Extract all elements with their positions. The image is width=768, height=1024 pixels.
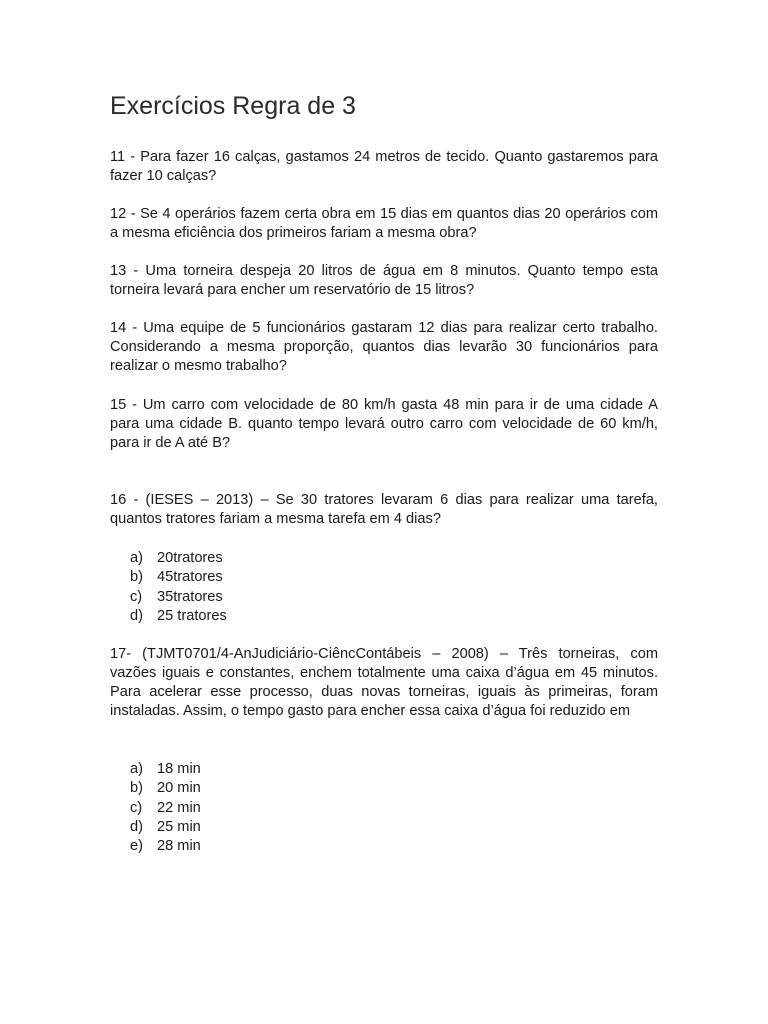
option-letter: c)	[130, 588, 143, 605]
question-12: 12 - Se 4 operários fazem certa obra em 15 dias em quantos dias 20 operários com a mesma eficiência dos primeiros fariam a mesma obra?	[110, 206, 658, 241]
question-17-options	[130, 760, 201, 856]
option-letter: b)	[130, 780, 143, 797]
option-letter: a)	[130, 761, 143, 777]
option-letter: a)	[130, 550, 143, 566]
option-item	[130, 779, 201, 798]
option-item	[130, 549, 227, 568]
option-item	[130, 568, 227, 587]
page-title: Exercícios Regra de 3	[110, 92, 356, 120]
option-letter: b)	[130, 569, 143, 586]
option-text: 25 tratores	[157, 607, 227, 624]
question-13: 13 - Uma torneira despeja 20 litros de água em 8 minutos. Quanto tempo esta torneira levará para encher um reservatório de 15 litros?	[110, 263, 658, 298]
option-letter: c)	[130, 799, 143, 816]
option-item	[130, 799, 201, 818]
question-11: 11 - Para fazer 16 calças, gastamos 24 metros de tecido. Quanto gastaremos para fazer 10 calças?	[110, 149, 658, 184]
option-text: 28 min	[157, 838, 201, 855]
option-item	[130, 760, 201, 779]
option-text: 20tratores	[157, 550, 223, 566]
option-item	[130, 588, 227, 607]
question-15: 15 - Um carro com velocidade de 80 km/h gasta 48 min para ir de uma cidade A para uma cidade B. quanto tempo levará outro carro com velocidade de 60 km/h, para ir de A até B?	[110, 397, 658, 451]
option-letter: d)	[130, 607, 143, 624]
option-item	[130, 837, 201, 856]
question-16-options	[130, 549, 227, 626]
question-16: 16 - (IESES – 2013) – Se 30 tratores levaram 6 dias para realizar uma tarefa, quantos tratores fariam a mesma tarefa em 4 dias?	[110, 492, 658, 527]
option-text: 25 min	[157, 818, 201, 835]
question-17: 17- (TJMT0701/4-AnJudiciário-CiêncContábeis – 2008) – Três torneiras, com vazões iguais e constantes, enchem totalmente uma caixa d’água em 45 minutos. Para acelerar esse processo, duas novas torneiras, iguais às primeiras, foram instaladas. Assim, o tempo gasto para encher essa caixa d’água foi reduzido em	[110, 646, 658, 719]
option-text: 35tratores	[157, 588, 223, 605]
option-item	[130, 607, 227, 626]
option-letter: e)	[130, 838, 143, 855]
question-14: 14 - Uma equipe de 5 funcionários gastaram 12 dias para realizar certo trabalho. Considerando a mesma proporção, quantos dias levarão 30 funcionários para realizar o mesmo trabalho?	[110, 320, 658, 374]
option-letter: d)	[130, 818, 143, 835]
option-text: 18 min	[157, 761, 201, 777]
option-text: 22 min	[157, 799, 201, 816]
option-text: 20 min	[157, 780, 201, 797]
option-text: 45tratores	[157, 569, 223, 586]
option-item	[130, 818, 201, 837]
